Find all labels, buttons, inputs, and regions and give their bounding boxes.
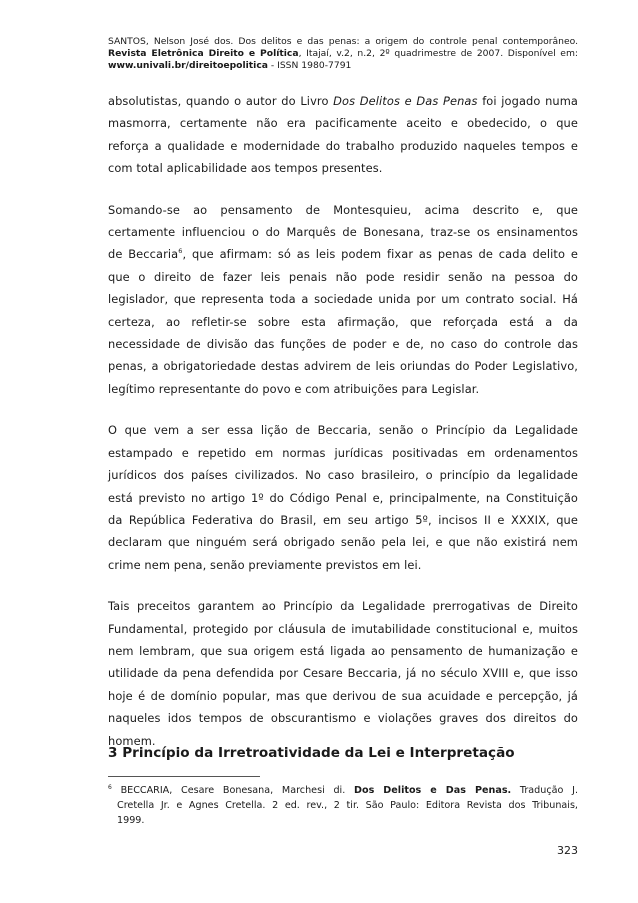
footnote-book-title: Dos Delitos e Das Penas. bbox=[354, 785, 512, 796]
citation-line-2 bbox=[108, 48, 578, 60]
footnote-ref[interactable]: 6 bbox=[178, 247, 183, 256]
document-body bbox=[108, 90, 578, 771]
footnote-number: 6 bbox=[108, 784, 112, 791]
book-title: Dos Delitos e Das Penas bbox=[333, 94, 478, 108]
paragraph-1: absolutistas, quando o autor do Livro Dos Delitos e Das Penas foi jogado numa masmorra, certamente não era pacificamente aceito e obedecido, o que reforça a qualidade e modernidade do trabalho produzido naqueles tempos e com total aplicabilidade aos tempos presentes. bbox=[108, 94, 579, 176]
issn: - ISSN 1980-7791 bbox=[267, 60, 352, 71]
journal-url[interactable]: www.univali.br/direitoepolitica bbox=[108, 60, 268, 71]
paragraph-4: Tais preceitos garantem ao Princípio da Legalidade prerrogativas de Direito Fundamental, protegido por cláusula de imutabilidade constitucional e, muitos nem lembram, que sua origem está ligada ao pensamento de humanização e utilidade da pena defendida por Cesare Beccaria, já no século XVIII e, que isso hoje é de domínio popular, mas que derivou de sua acuidade e percepção, já naqueles idos tempos de obscurantismo e violações graves dos direitos do homem. bbox=[108, 599, 578, 748]
journal-title: Revista Eletrônica Direito e Política bbox=[108, 48, 299, 59]
footnote-divider bbox=[108, 776, 260, 777]
citation-line-1: SANTOS, Nelson José dos. Dos delitos e das penas: a origem do controle penal contemporâneo. bbox=[108, 36, 578, 47]
citation-header bbox=[108, 36, 578, 72]
page-number: 323 bbox=[557, 844, 578, 857]
citation-line-3 bbox=[108, 60, 578, 72]
footnote: $^6$ BECCARIA, Cesare Bonesana, Marchesi di. Dos Delitos e Das Penas. Tradução J. Cretella Jr. e Agnes Cretella. 2 ed. rev., 2 tir. São Paulo: Editora Revista dos Tribunais, 1999. bbox=[108, 784, 578, 826]
paragraph-2: Somando-se ao pensamento de Montesquieu, acima descrito e, que certamente influenciou o do Marquês de Bonesana, traz-se os ensinamentos de Beccaria$^6$, que afirmam: só as leis podem fixar as penas de cada delito e que o direito de fazer leis penais não pode residir senão na pessoa do legislador, que representa toda a sociedade unida por um contrato social. Há certeza, ao refletir-se sobre esta afirmação, que reforçada está a da necessidade de divisão das funções de poder e de, no caso do controle das penas, a obrigatoriedade destas advirem de leis oriundas do Poder Legislativo, legítimo representante do povo e com atribuições para Legislar. bbox=[108, 202, 578, 396]
section-heading: 3 Princípio da Irretroatividade da Lei e Interpretação bbox=[108, 745, 515, 761]
paragraph-3: O que vem a ser essa lição de Beccaria, senão o Princípio da Legalidade estampado e repetido em normas jurídicas positivadas em ordenamentos jurídicos dos países civilizados. No caso brasileiro, o princípio da legalidade está previsto no artigo 1º do Código Penal e, principalmente, na Constituição da República Federativa do Brasil, em seu artigo 5º, incisos II e XXXIX, que declaram que ninguém será obrigado senão pela lei, e que não existirá nem crime nem pena, senão previamente previstos em lei. bbox=[108, 423, 578, 572]
journal-details: , Itajaí, v.2, n.2, 2º quadrimestre de 2007. Disponível em: bbox=[298, 48, 578, 59]
